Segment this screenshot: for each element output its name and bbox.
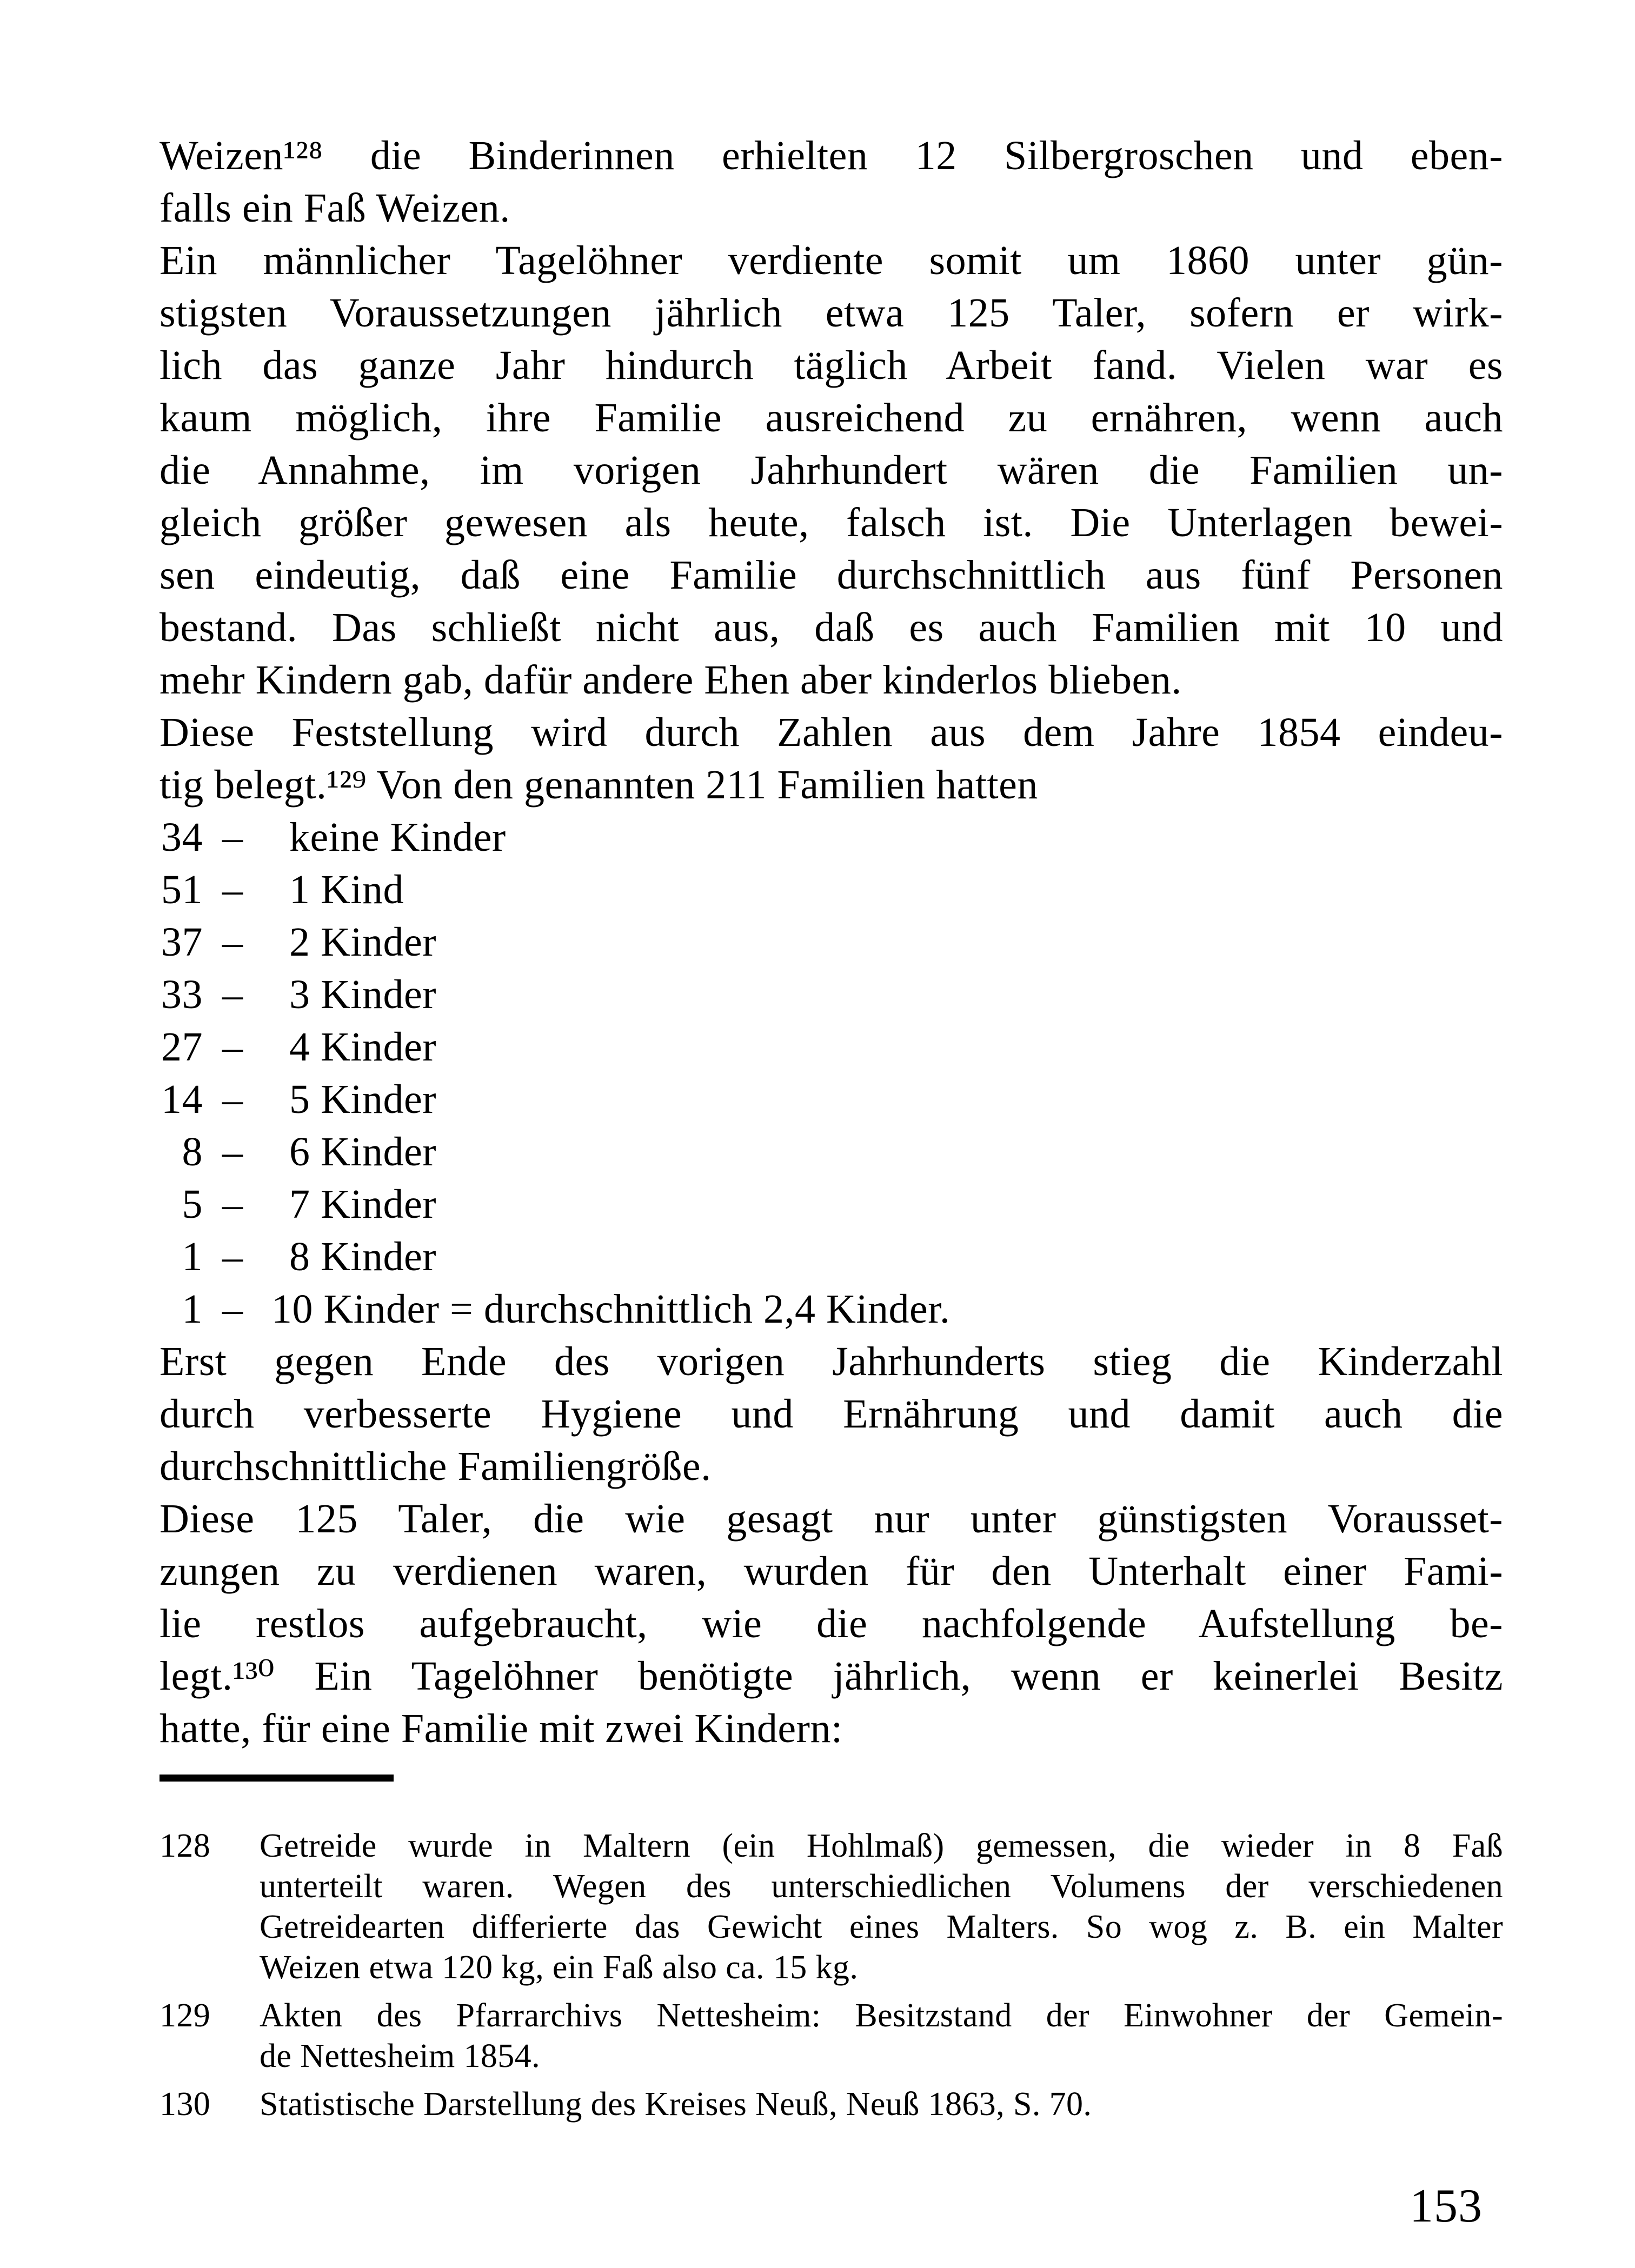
- list-label: 5 Kinder: [289, 1077, 437, 1122]
- footnote-text: [260, 2084, 1503, 2125]
- body-line: kaum möglich, ihre Familie ausreichend zu ernähren, wenn auch: [159, 395, 1503, 441]
- body-line: Ein männlicher Tagelöhner verdiente somit um 1860 unter gün-: [159, 238, 1503, 283]
- body-line: stigsten Voraussetzungen jährlich etwa 125 Taler, sofern er wirk-: [159, 290, 1503, 336]
- list-label: 8 Kinder: [289, 1234, 437, 1279]
- list-row: [159, 1126, 1503, 1178]
- body-line: Diese Feststellung wird durch Zahlen aus dem Jahre 1854 eindeu-: [159, 710, 1503, 755]
- list-count: 1: [182, 1286, 203, 1332]
- list-label: 4 Kinder: [289, 1024, 437, 1070]
- body-line: tig belegt.¹²⁹ Von den genannten 211 Familien hatten: [159, 762, 1038, 808]
- list-row: [159, 1231, 1503, 1283]
- body-line: durch verbesserte Hygiene und Ernährung und damit auch die: [159, 1391, 1503, 1437]
- footnote-separator-rule: [159, 1775, 394, 1782]
- body-line: die Annahme, im vorigen Jahrhundert wären die Familien un-: [159, 448, 1503, 493]
- list-label: 1 Kind: [289, 867, 404, 912]
- body-line: falls ein Faß Weizen.: [159, 185, 510, 231]
- list-label: 3 Kinder: [289, 972, 437, 1017]
- list-row: [159, 811, 1503, 864]
- list-count: 27: [161, 1024, 203, 1070]
- footnotes: [159, 1826, 1503, 2132]
- body-line: Weizen¹²⁸ die Binderinnen erhielten 12 Silbergroschen und eben-: [159, 133, 1503, 178]
- body-line: Diese 125 Taler, die wie gesagt nur unter günstigsten Vorausset-: [159, 1496, 1503, 1542]
- footnote-line: Statistische Darstellung des Kreises Neuß, Neuß 1863, S. 70.: [260, 2086, 1092, 2123]
- list-count: 8: [182, 1129, 203, 1175]
- list-row: [159, 969, 1503, 1021]
- list-label: keine Kinder: [289, 815, 506, 860]
- footnote-entry: [159, 1996, 1503, 2077]
- list-row: [159, 1178, 1503, 1231]
- footnote-line: unterteilt waren. Wegen des unterschiedlichen Volumens der verschiedenen: [260, 1868, 1503, 1905]
- list-label: 6 Kinder: [289, 1129, 437, 1175]
- list-count: 37: [161, 919, 203, 965]
- footnote-text: [260, 1996, 1503, 2077]
- footnote-number: 128: [159, 1827, 211, 1864]
- list-dash: –: [222, 1234, 243, 1279]
- list-dash: –: [222, 972, 243, 1017]
- body-line: hatte, für eine Familie mit zwei Kindern:: [159, 1706, 843, 1751]
- list-row: [159, 864, 1503, 916]
- body-line: sen eindeutig, daß eine Familie durchschnittlich aus fünf Personen: [159, 552, 1503, 598]
- footnote-entry: [159, 2084, 1503, 2125]
- body-text: [159, 130, 1503, 1755]
- footnote-line: de Nettesheim 1854.: [260, 2038, 540, 2074]
- list-dash: –: [222, 919, 243, 965]
- list-dash: –: [222, 867, 243, 912]
- list-count: 14: [161, 1077, 203, 1122]
- list-count: 34: [161, 815, 203, 860]
- list-row: [159, 1073, 1503, 1126]
- footnote-line: Akten des Pfarrarchivs Nettesheim: Besitzstand der Einwohner der Gemein-: [260, 1997, 1503, 2034]
- list-count: 5: [182, 1182, 203, 1227]
- footnote-number: 129: [159, 1997, 211, 2034]
- list-dash: –: [222, 1182, 243, 1227]
- list-count: 33: [161, 972, 203, 1017]
- body-line: lie restlos aufgebraucht, wie die nachfolgende Aufstellung be-: [159, 1601, 1503, 1646]
- footnote-text: [260, 1826, 1503, 1988]
- body-line: bestand. Das schließt nicht aus, daß es auch Familien mit 10 und: [159, 605, 1503, 650]
- footnote-line: Getreide wurde in Maltern (ein Hohlmaß) gemessen, die wieder in 8 Faß: [260, 1827, 1503, 1864]
- list-count: 1: [182, 1234, 203, 1279]
- body-line: Erst gegen Ende des vorigen Jahrhunderts stieg die Kinderzahl: [159, 1339, 1503, 1384]
- list-dash: –: [222, 815, 243, 860]
- list-dash: –: [222, 1286, 243, 1332]
- list-row: [159, 916, 1503, 969]
- list-label: 2 Kinder: [289, 919, 437, 965]
- list-dash: –: [222, 1129, 243, 1175]
- body-line: zungen zu verdienen waren, wurden für den Unterhalt einer Fami-: [159, 1549, 1503, 1594]
- page-number: 153: [1410, 2180, 1483, 2232]
- list-row: [159, 1283, 1503, 1336]
- list-count: 51: [161, 867, 203, 912]
- list-row: [159, 1021, 1503, 1073]
- list-label: 7 Kinder: [289, 1182, 437, 1227]
- body-line: mehr Kindern gab, dafür andere Ehen aber kinderlos blieben.: [159, 657, 1182, 703]
- list-dash: –: [222, 1024, 243, 1070]
- list-dash: –: [222, 1077, 243, 1122]
- footnote-line: Getreidearten differierte das Gewicht eines Malters. So wog z. B. ein Malter: [260, 1909, 1503, 1945]
- body-line: durchschnittliche Familiengröße.: [159, 1444, 712, 1489]
- list-label: 10 Kinder = durchschnittlich 2,4 Kinder.: [271, 1286, 951, 1332]
- children-count-list: [159, 811, 1503, 1336]
- footnote-entry: [159, 1826, 1503, 1988]
- body-line: legt.¹³⁰ Ein Tagelöhner benötigte jährlich, wenn er keinerlei Besitz: [159, 1653, 1503, 1699]
- body-line: gleich größer gewesen als heute, falsch ist. Die Unterlagen bewei-: [159, 500, 1503, 545]
- footnote-line: Weizen etwa 120 kg, ein Faß also ca. 15 kg.: [260, 1949, 859, 1986]
- footnote-number: 130: [159, 2086, 211, 2123]
- body-line: lich das ganze Jahr hindurch täglich Arbeit fand. Vielen war es: [159, 343, 1503, 388]
